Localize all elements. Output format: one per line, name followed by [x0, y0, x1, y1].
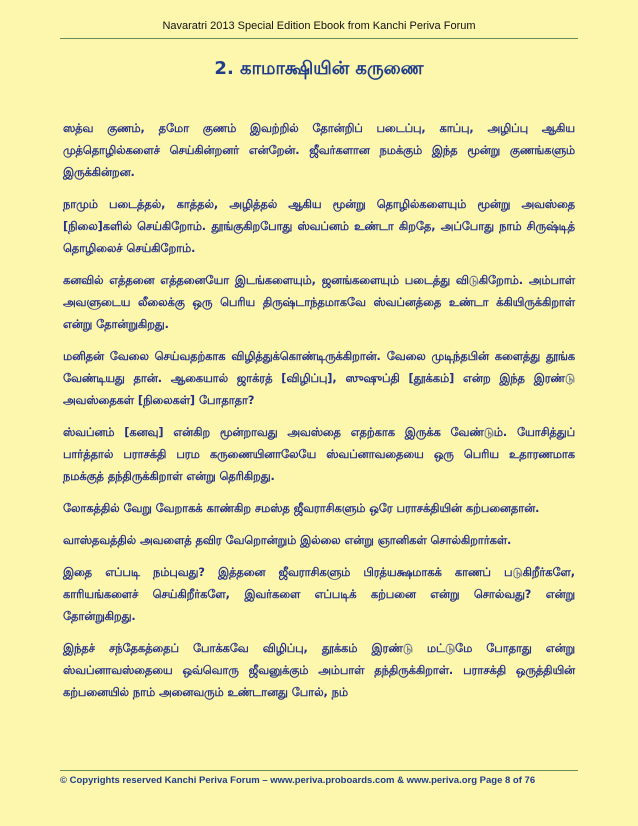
paragraph: மனிதன் வேலை செய்வதற்காக விழித்துக்கொண்டிருக்கிறான். வேலை முடிந்தபின் களைத்து தூங்க வேண்டியது தான். ஆகையால் ஜாக்ரத் [விழிப்பு], ஸுஷுப்தி [தூக்கம்] என்ற இந்த இரண்டு அவஸ்தைகள் [நிலைகள்] போதாதா? [63, 350, 575, 407]
paragraph: லோகத்தில் வேறு வேறாகக் காண்கிற சமஸ்த ஜீவராசிகளும் ஒரே பராசக்தியின் கற்பனைதான். [63, 502, 540, 515]
body-text [63, 118, 575, 714]
page-footer: © Copyrights reserved Kanchi Periva Forum – www.periva.proboards.com & www.periva.org Page 8 of 76 [60, 775, 536, 786]
page-header: Navaratri 2013 Special Edition Ebook from Kanchi Periva Forum [162, 20, 476, 32]
paragraph: கனவில் எத்தனை எத்தனையோ இடங்களையும், ஜனங்களையும் படைத்து விடுகிறோம். அம்பாள் அவளுடைய லீலைக்கு ஒரு பெரிய திருஷ்டாந்தமாகவே ஸ்வப்னத்தை உண்டா க்கியிருக்கிறாள் என்று தோன்றுகிறது. [63, 274, 575, 331]
paragraph: ஸ்வப்னம் [கனவு] என்கிற மூன்றாவது அவஸ்தை எதற்காக இருக்க வேண்டும். யோசித்துப் பார்த்தால் பராசக்தி பரம கருணையினாலேயே ஸ்வப்னாவதையை ஒரு பெரிய உதாரணமாக நமக்குத் தந்திருக்கிறாள் என்று தெரிகிறது. [63, 426, 575, 483]
paragraph: நாமும் படைத்தல், காத்தல், அழித்தல் ஆகிய மூன்று தொழில்களையும் மூன்று அவஸ்தை [நிலை]களில் செய்கிறோம். தூங்குகிறபோது ஸ்வப்னம் உண்டா கிறதே, அப்போது நாம் சிருஷ்டித் தொழிலைச் செய்கிறோம். [63, 198, 575, 255]
header-divider [60, 38, 578, 39]
paragraph: இதை எப்படி நம்புவது? இத்தனை ஜீவராசிகளும் பிரத்யக்ஷமாகக் காணப் படுகிறீர்களே, காரியங்களைச் செய்கிறீர்களே, இவர்களை எப்படிக் கற்பனை என்று சொல்வது? என்று தோன்றுகிறது. [63, 566, 575, 623]
paragraph: ஸத்வ குணம், தமோ குணம் இவற்றில் தோன்றிப் படைப்பு, காப்பு, அழிப்பு ஆகிய முத்தொழில்களைச் செய்கின்றனர் என்றேன். ஜீவர்களான நமக்கும் இந்த மூன்று குணங்களும் இருக்கின்றன. [63, 122, 575, 179]
paragraph: வாஸ்தவத்தில் அவளைத் தவிர வேறொன்றும் இல்லை என்று ஞானிகள் சொல்கிறார்கள். [63, 534, 512, 547]
chapter-title: 2. காமாக்ஷியின் கருணை [214, 58, 424, 79]
footer-divider [60, 770, 578, 771]
paragraph: இந்தச் சந்தேகத்தைப் போக்கவே விழிப்பு, தூக்கம் இரண்டு மட்டுமே போதாது என்று ஸ்வப்னாவஸ்தையை ஒவ்வொரு ஜீவனுக்கும் அம்பாள் தந்திருக்கிறாள். பராசக்தி ஒருத்தியின் கற்பனையில் நாம் அனைவரும் உண்டானது போல், நம் [63, 642, 575, 699]
